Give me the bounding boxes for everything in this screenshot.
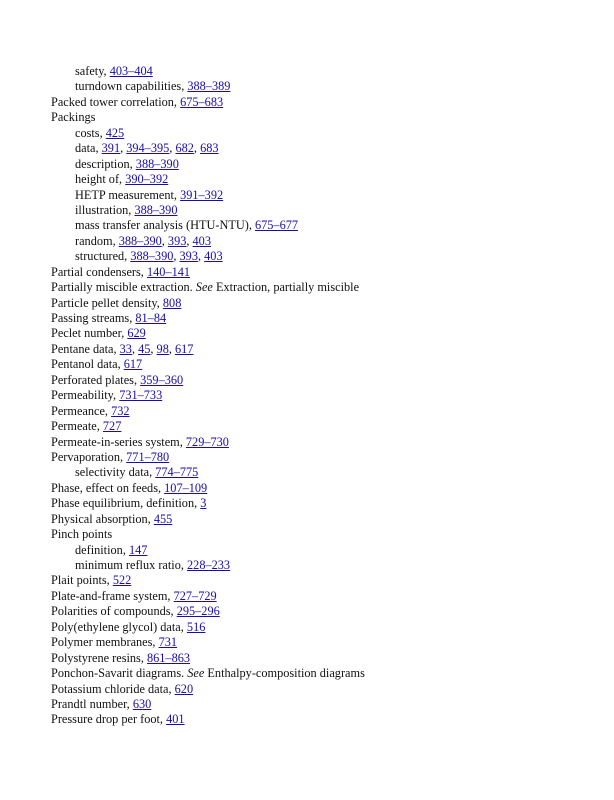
page-reference-link[interactable]: 107–109	[164, 480, 208, 495]
index-term-text: Passing streams,	[51, 311, 136, 325]
index-subentry	[51, 141, 591, 156]
index-term-text: Pressure drop per foot,	[51, 712, 167, 727]
index-subentry	[51, 203, 591, 218]
index-subentry	[51, 126, 591, 141]
index-entry	[51, 388, 591, 403]
index-term-text: Pentane data,	[51, 341, 120, 356]
index-term-text: HETP measurement,	[75, 187, 181, 202]
index-subentry	[51, 249, 591, 264]
page-reference-link[interactable]: 682	[175, 141, 194, 156]
page-reference-link[interactable]: 140–141	[146, 264, 191, 279]
index-subentry	[51, 79, 591, 94]
index-entry	[51, 265, 591, 280]
page-reference-link[interactable]: 727–729	[173, 588, 217, 603]
index-subentry	[51, 558, 591, 573]
index-entry	[51, 481, 591, 496]
index-term-text: Phase equilibrium, definition,	[51, 496, 201, 511]
page-reference-link[interactable]: 516	[186, 619, 206, 634]
index-term-text: selectivity data,	[75, 465, 156, 480]
page-reference-link[interactable]: 617	[175, 341, 194, 356]
index-entry	[51, 110, 591, 125]
page-reference-link[interactable]: 359–360	[140, 372, 184, 387]
index-term-text: Pentanol data,	[51, 357, 124, 372]
page-reference-link[interactable]: 729–730	[185, 434, 229, 449]
index-term-text: Partial condensers,	[51, 264, 147, 279]
index-term-text: Phase, effect on feeds,	[51, 480, 165, 495]
index-subentry	[51, 465, 591, 480]
index-entry	[51, 373, 591, 388]
index-term-text: Pinch points	[51, 527, 113, 542]
index-subentry	[51, 172, 591, 187]
page-reference-link[interactable]: 388–390	[118, 233, 162, 248]
index-term-text: Peclet number,	[51, 326, 128, 341]
index-list	[51, 64, 591, 728]
page-reference-link[interactable]: 393	[179, 249, 198, 264]
page-reference-link[interactable]: 403	[204, 249, 223, 264]
page-reference-link[interactable]: 727	[102, 419, 122, 434]
index-entry	[51, 512, 591, 527]
index-term-text: turndown capabilities,	[75, 79, 188, 94]
page-reference-link[interactable]: 425	[105, 125, 125, 140]
index-term-text: Polarities of compounds,	[51, 604, 177, 619]
index-entry	[51, 697, 591, 712]
page-reference-link[interactable]: 675–683	[180, 94, 224, 109]
index-term-text: Extraction, partially miscible	[212, 280, 360, 295]
page-reference-link[interactable]: 774–775	[155, 465, 199, 480]
page-reference-link[interactable]: 3	[200, 496, 207, 511]
page-reference-link[interactable]: 388–390	[130, 249, 174, 264]
index-entry	[51, 712, 591, 727]
index-entry	[51, 342, 591, 357]
page-reference-link[interactable]: 630	[132, 696, 152, 711]
index-term-text: Permeate-in-series system,	[51, 434, 186, 449]
index-term-text: Packings	[51, 110, 96, 125]
index-term-text: ,	[131, 341, 139, 356]
page-reference-link[interactable]: 403–404	[109, 64, 153, 78]
page-reference-link[interactable]: 617	[123, 357, 143, 372]
index-term-text: ,	[168, 341, 175, 356]
index-term-text: mass transfer analysis (HTU-NTU),	[75, 218, 255, 233]
page-reference-link[interactable]: 147	[128, 542, 148, 557]
page-reference-link[interactable]: 394–395	[126, 141, 170, 156]
index-term-text: Poly(ethylene glycol) data,	[51, 619, 187, 634]
index-term-text: height of,	[75, 172, 126, 187]
page-reference-link[interactable]: 401	[166, 712, 185, 727]
page-reference-link[interactable]: 393	[167, 233, 187, 248]
index-term-text: Plate-and-frame system,	[51, 588, 174, 603]
index-entry	[51, 604, 591, 619]
page-reference-link[interactable]: 390–392	[125, 172, 169, 187]
index-term-text: ,	[193, 141, 201, 156]
page-reference-link[interactable]: 861–863	[146, 650, 191, 665]
index-entry	[51, 682, 591, 697]
index-entry	[51, 573, 591, 588]
index-term-text: Permeate,	[51, 419, 103, 434]
index-entry	[51, 404, 591, 419]
index-term-text: Polystyrene resins,	[51, 650, 147, 665]
index-subentry	[51, 218, 591, 233]
index-term-text: ,	[150, 341, 157, 356]
page-reference-link[interactable]: 732	[111, 403, 130, 418]
index-term-text: ,	[186, 233, 193, 248]
index-term-text: data,	[75, 141, 102, 156]
page-reference-link[interactable]: 33	[119, 341, 132, 356]
index-entry	[51, 296, 591, 311]
index-term-text: Permeance,	[51, 403, 112, 418]
index-subentry	[51, 188, 591, 203]
page-reference-link[interactable]: 98	[156, 341, 169, 356]
page-reference-link[interactable]: 388–390	[134, 202, 178, 217]
index-term-text: safety,	[75, 64, 110, 78]
index-entry	[51, 589, 591, 604]
index-term-text: definition,	[75, 542, 129, 557]
index-term-text: Plait points,	[51, 573, 113, 588]
page-reference-link[interactable]: 388–390	[135, 156, 179, 171]
index-entry	[51, 357, 591, 372]
index-subentry	[51, 157, 591, 172]
index-term-text: Perforated plates,	[51, 372, 141, 387]
index-entry	[51, 311, 591, 326]
see-reference-label: See	[187, 666, 205, 681]
index-entry	[51, 95, 591, 110]
page-reference-link[interactable]: 808	[162, 295, 182, 310]
index-entry	[51, 450, 591, 465]
index-entry	[51, 435, 591, 450]
page-reference-link[interactable]: 391–392	[180, 187, 224, 202]
page-reference-link[interactable]: 388–389	[187, 79, 231, 94]
index-entry	[51, 280, 591, 295]
page-reference-link[interactable]: 629	[127, 326, 146, 341]
page-reference-link[interactable]: 455	[153, 511, 173, 526]
index-entry	[51, 326, 591, 341]
page-reference-link[interactable]: 295–296	[176, 604, 220, 619]
page-reference-link[interactable]: 522	[112, 573, 132, 588]
page-reference-link[interactable]: 403	[192, 233, 211, 248]
index-term-text: Particle pellet density,	[51, 295, 163, 310]
page-reference-link[interactable]: 228–233	[187, 558, 231, 572]
index-term-text: Permeability,	[51, 388, 120, 403]
index-term-text: ,	[197, 249, 205, 264]
index-entry	[51, 635, 591, 650]
index-subentry	[51, 234, 591, 249]
index-entry	[51, 651, 591, 666]
page-reference-link[interactable]: 45	[138, 341, 151, 356]
page-reference-link[interactable]: 731	[158, 635, 178, 650]
index-term-text: Pervaporation,	[51, 449, 127, 464]
index-term-text: ,	[169, 141, 176, 156]
index-term-text: Packed tower correlation,	[51, 94, 181, 109]
index-entry	[51, 666, 591, 681]
index-subentry	[51, 64, 591, 79]
page-reference-link[interactable]: 620	[174, 681, 194, 696]
page-reference-link[interactable]: 771–780	[126, 449, 170, 464]
index-subentry	[51, 543, 591, 558]
index-entry	[51, 527, 591, 542]
see-reference-label: See	[195, 280, 213, 295]
index-term-text: Prandtl number,	[51, 696, 133, 711]
index-entry	[51, 496, 591, 511]
index-entry	[51, 419, 591, 434]
index-term-text: Polymer membranes,	[51, 635, 159, 650]
index-term-text: minimum reflux ratio,	[75, 558, 188, 572]
page-reference-link[interactable]: 675–677	[254, 218, 299, 233]
page-reference-link[interactable]: 683	[200, 141, 219, 156]
index-term-text: costs,	[75, 125, 106, 140]
page-reference-link[interactable]: 731–733	[119, 388, 163, 403]
index-term-text: Partially miscible extraction.	[51, 280, 196, 295]
index-entry	[51, 620, 591, 635]
page-reference-link[interactable]: 391	[101, 141, 121, 156]
index-term-text: random,	[75, 233, 119, 248]
index-term-text: structured,	[75, 249, 131, 264]
index-term-text: illustration,	[75, 202, 135, 217]
index-term-text: Ponchon-Savarit diagrams.	[51, 666, 188, 681]
index-term-text: Physical absorption,	[51, 511, 154, 526]
index-term-text: Potassium chloride data,	[51, 681, 175, 696]
index-term-text: ,	[173, 249, 180, 264]
index-term-text: Enthalpy-composition diagrams	[204, 666, 365, 681]
index-term-text: description,	[75, 156, 136, 171]
index-term-text: ,	[161, 233, 168, 248]
page-reference-link[interactable]: 81–84	[135, 311, 167, 325]
index-term-text: ,	[120, 141, 127, 156]
